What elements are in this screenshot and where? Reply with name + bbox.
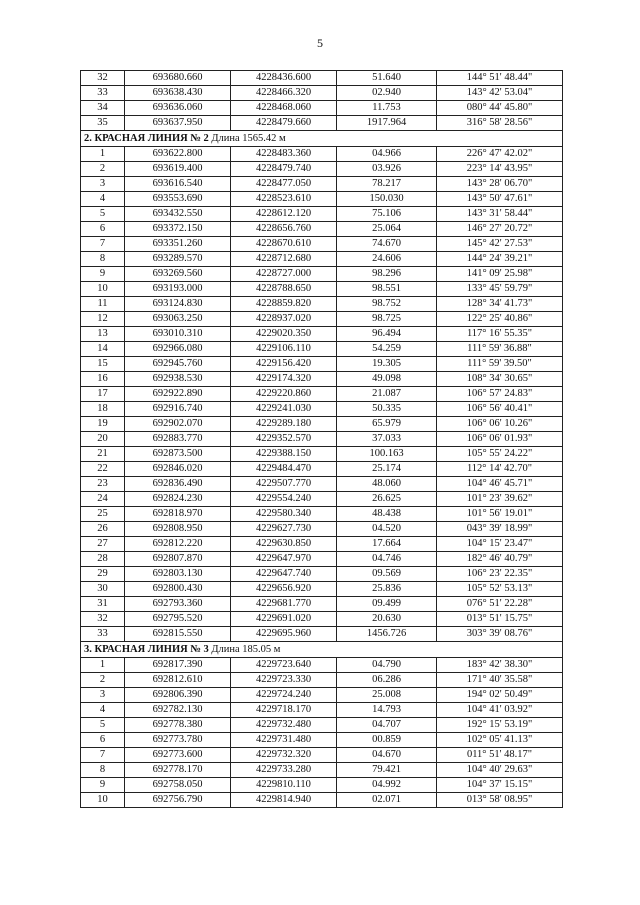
direction-angle-cell: 226° 47' 42.02" <box>437 147 563 162</box>
table-row <box>81 177 563 192</box>
x-coordinate-cell: 692966.080 <box>125 342 231 357</box>
y-coordinate-cell: 4229724.240 <box>231 688 337 703</box>
length-cell: 14.793 <box>337 703 437 718</box>
direction-angle-cell: 105° 55' 24.22" <box>437 447 563 462</box>
length-cell: 02.071 <box>337 793 437 808</box>
y-coordinate-cell: 4228468.060 <box>231 101 337 116</box>
y-coordinate-cell: 4229723.640 <box>231 658 337 673</box>
y-coordinate-cell: 4229289.180 <box>231 417 337 432</box>
point-number-cell: 7 <box>81 748 125 763</box>
section-header-cell <box>81 642 563 658</box>
x-coordinate-cell: 693063.250 <box>125 312 231 327</box>
table-row <box>81 793 563 808</box>
point-number-cell: 5 <box>81 718 125 733</box>
y-coordinate-cell: 4229732.480 <box>231 718 337 733</box>
length-cell: 48.438 <box>337 507 437 522</box>
x-coordinate-cell: 692782.130 <box>125 703 231 718</box>
length-cell: 03.926 <box>337 162 437 177</box>
direction-angle-cell: 111° 59' 39.50" <box>437 357 563 372</box>
length-cell: 17.664 <box>337 537 437 552</box>
x-coordinate-cell: 692773.600 <box>125 748 231 763</box>
length-cell: 04.670 <box>337 748 437 763</box>
point-number-cell: 6 <box>81 222 125 237</box>
length-cell: 65.979 <box>337 417 437 432</box>
direction-angle-cell: 104° 37' 15.15" <box>437 778 563 793</box>
point-number-cell: 4 <box>81 192 125 207</box>
x-coordinate-cell: 692808.950 <box>125 522 231 537</box>
table-row <box>81 763 563 778</box>
direction-angle-cell: 013° 51' 15.75" <box>437 612 563 627</box>
length-cell: 04.992 <box>337 778 437 793</box>
direction-angle-cell: 104° 46' 45.71" <box>437 477 563 492</box>
table-row <box>81 192 563 207</box>
length-cell: 150.030 <box>337 192 437 207</box>
table-row <box>81 86 563 101</box>
direction-angle-cell: 117° 16' 55.35" <box>437 327 563 342</box>
x-coordinate-cell: 692773.780 <box>125 733 231 748</box>
y-coordinate-cell: 4229020.350 <box>231 327 337 342</box>
direction-angle-cell: 102° 05' 41.13" <box>437 733 563 748</box>
length-cell: 78.217 <box>337 177 437 192</box>
coordinates-table-body <box>81 71 563 808</box>
length-cell: 21.087 <box>337 387 437 402</box>
y-coordinate-cell: 4228483.360 <box>231 147 337 162</box>
point-number-cell: 10 <box>81 282 125 297</box>
length-cell: 04.707 <box>337 718 437 733</box>
x-coordinate-cell: 693289.570 <box>125 252 231 267</box>
length-cell: 04.746 <box>337 552 437 567</box>
y-coordinate-cell: 4229814.940 <box>231 793 337 808</box>
x-coordinate-cell: 693351.260 <box>125 237 231 252</box>
y-coordinate-cell: 4229241.030 <box>231 402 337 417</box>
direction-angle-cell: 104° 15' 23.47" <box>437 537 563 552</box>
direction-angle-cell: 223° 14' 43.95" <box>437 162 563 177</box>
table-row <box>81 387 563 402</box>
y-coordinate-cell: 4229691.020 <box>231 612 337 627</box>
direction-angle-cell: 171° 40' 35.58" <box>437 673 563 688</box>
table-row <box>81 267 563 282</box>
y-coordinate-cell: 4229630.850 <box>231 537 337 552</box>
table-row <box>81 207 563 222</box>
point-number-cell: 4 <box>81 703 125 718</box>
y-coordinate-cell: 4229681.770 <box>231 597 337 612</box>
page-number: 5 <box>317 36 323 50</box>
length-cell: 79.421 <box>337 763 437 778</box>
table-row <box>81 703 563 718</box>
direction-angle-cell: 101° 23' 39.62" <box>437 492 563 507</box>
table-row <box>81 748 563 763</box>
table-row <box>81 673 563 688</box>
direction-angle-cell: 143° 50' 47.61" <box>437 192 563 207</box>
coordinates-table <box>80 70 563 808</box>
length-cell: 02.940 <box>337 86 437 101</box>
point-number-cell: 27 <box>81 537 125 552</box>
direction-angle-cell: 013° 58' 08.95" <box>437 793 563 808</box>
point-number-cell: 10 <box>81 793 125 808</box>
length-cell: 25.836 <box>337 582 437 597</box>
table-row <box>81 778 563 793</box>
x-coordinate-cell: 692873.500 <box>125 447 231 462</box>
x-coordinate-cell: 692817.390 <box>125 658 231 673</box>
x-coordinate-cell: 692815.550 <box>125 627 231 642</box>
point-number-cell: 1 <box>81 658 125 673</box>
length-cell: 26.625 <box>337 492 437 507</box>
direction-angle-cell: 108° 34' 30.65" <box>437 372 563 387</box>
section-header-cell <box>81 131 563 147</box>
length-cell: 04.966 <box>337 147 437 162</box>
y-coordinate-cell: 4229156.420 <box>231 357 337 372</box>
section-title: 3. КРАСНАЯ ЛИНИЯ № 3 <box>84 644 209 655</box>
y-coordinate-cell: 4228523.610 <box>231 192 337 207</box>
length-cell: 04.790 <box>337 658 437 673</box>
length-cell: 11.753 <box>337 101 437 116</box>
y-coordinate-cell: 4229733.280 <box>231 763 337 778</box>
point-number-cell: 8 <box>81 252 125 267</box>
y-coordinate-cell: 4228479.660 <box>231 116 337 131</box>
table-row <box>81 71 563 86</box>
point-number-cell: 16 <box>81 372 125 387</box>
direction-angle-cell: 106° 57' 24.83" <box>437 387 563 402</box>
point-number-cell: 26 <box>81 522 125 537</box>
x-coordinate-cell: 693553.690 <box>125 192 231 207</box>
direction-angle-cell: 303° 39' 08.76" <box>437 627 563 642</box>
y-coordinate-cell: 4228712.680 <box>231 252 337 267</box>
x-coordinate-cell: 692778.380 <box>125 718 231 733</box>
direction-angle-cell: 133° 45' 59.79" <box>437 282 563 297</box>
length-cell: 98.725 <box>337 312 437 327</box>
length-cell: 75.106 <box>337 207 437 222</box>
direction-angle-cell: 104° 40' 29.63" <box>437 763 563 778</box>
direction-angle-cell: 144° 51' 48.44" <box>437 71 563 86</box>
length-cell: 09.569 <box>337 567 437 582</box>
x-coordinate-cell: 693372.150 <box>125 222 231 237</box>
direction-angle-cell: 111° 59' 36.88" <box>437 342 563 357</box>
table-row <box>81 101 563 116</box>
direction-angle-cell: 101° 56' 19.01" <box>437 507 563 522</box>
length-cell: 51.640 <box>337 71 437 86</box>
length-cell: 100.163 <box>337 447 437 462</box>
y-coordinate-cell: 4229647.970 <box>231 552 337 567</box>
point-number-cell: 1 <box>81 147 125 162</box>
x-coordinate-cell: 693619.400 <box>125 162 231 177</box>
length-cell: 24.606 <box>337 252 437 267</box>
table-row <box>81 357 563 372</box>
length-cell: 49.098 <box>337 372 437 387</box>
direction-angle-cell: 076° 51' 22.28" <box>437 597 563 612</box>
direction-angle-cell: 145° 42' 27.53" <box>437 237 563 252</box>
x-coordinate-cell: 693269.560 <box>125 267 231 282</box>
y-coordinate-cell: 4229352.570 <box>231 432 337 447</box>
length-cell: 25.008 <box>337 688 437 703</box>
y-coordinate-cell: 4228436.600 <box>231 71 337 86</box>
length-cell: 98.551 <box>337 282 437 297</box>
direction-angle-cell: 316° 58' 28.56" <box>437 116 563 131</box>
point-number-cell: 9 <box>81 778 125 793</box>
table-row <box>81 582 563 597</box>
y-coordinate-cell: 4229810.110 <box>231 778 337 793</box>
length-cell: 20.630 <box>337 612 437 627</box>
table-row <box>81 567 563 582</box>
y-coordinate-cell: 4229106.110 <box>231 342 337 357</box>
table-row <box>81 492 563 507</box>
table-row <box>81 327 563 342</box>
length-cell: 1917.964 <box>337 116 437 131</box>
point-number-cell: 12 <box>81 312 125 327</box>
point-number-cell: 17 <box>81 387 125 402</box>
point-number-cell: 8 <box>81 763 125 778</box>
x-coordinate-cell: 692800.430 <box>125 582 231 597</box>
length-cell: 09.499 <box>337 597 437 612</box>
y-coordinate-cell: 4228937.020 <box>231 312 337 327</box>
x-coordinate-cell: 693010.310 <box>125 327 231 342</box>
direction-angle-cell: 112° 14' 42.70" <box>437 462 563 477</box>
table-row <box>81 507 563 522</box>
length-cell: 1456.726 <box>337 627 437 642</box>
length-cell: 48.060 <box>337 477 437 492</box>
x-coordinate-cell: 692902.070 <box>125 417 231 432</box>
direction-angle-cell: 106° 56' 40.41" <box>437 402 563 417</box>
x-coordinate-cell: 692916.740 <box>125 402 231 417</box>
point-number-cell: 33 <box>81 627 125 642</box>
x-coordinate-cell: 692922.890 <box>125 387 231 402</box>
point-number-cell: 2 <box>81 673 125 688</box>
table-row <box>81 597 563 612</box>
y-coordinate-cell: 4229174.320 <box>231 372 337 387</box>
point-number-cell: 35 <box>81 116 125 131</box>
table-row <box>81 282 563 297</box>
direction-angle-cell: 106° 06' 01.93" <box>437 432 563 447</box>
y-coordinate-cell: 4228656.760 <box>231 222 337 237</box>
y-coordinate-cell: 4229723.330 <box>231 673 337 688</box>
table-row <box>81 222 563 237</box>
table-row <box>81 417 563 432</box>
length-cell: 06.286 <box>337 673 437 688</box>
direction-angle-cell: 080° 44' 45.80" <box>437 101 563 116</box>
point-number-cell: 28 <box>81 552 125 567</box>
table-row <box>81 252 563 267</box>
x-coordinate-cell: 692812.220 <box>125 537 231 552</box>
direction-angle-cell: 122° 25' 40.86" <box>437 312 563 327</box>
direction-angle-cell: 128° 34' 41.73" <box>437 297 563 312</box>
table-row <box>81 162 563 177</box>
point-number-cell: 13 <box>81 327 125 342</box>
direction-angle-cell: 106° 06' 10.26" <box>437 417 563 432</box>
table-row <box>81 312 563 327</box>
table-row <box>81 237 563 252</box>
table-row <box>81 552 563 567</box>
direction-angle-cell: 104° 41' 03.92" <box>437 703 563 718</box>
length-cell: 98.752 <box>337 297 437 312</box>
point-number-cell: 31 <box>81 597 125 612</box>
table-row <box>81 627 563 642</box>
length-cell: 04.520 <box>337 522 437 537</box>
table-row <box>81 477 563 492</box>
x-coordinate-cell: 692793.360 <box>125 597 231 612</box>
section-length: Длина 1565.42 м <box>208 133 286 144</box>
point-number-cell: 3 <box>81 177 125 192</box>
point-number-cell: 29 <box>81 567 125 582</box>
x-coordinate-cell: 693124.830 <box>125 297 231 312</box>
point-number-cell: 19 <box>81 417 125 432</box>
x-coordinate-cell: 692803.130 <box>125 567 231 582</box>
y-coordinate-cell: 4229627.730 <box>231 522 337 537</box>
length-cell: 37.033 <box>337 432 437 447</box>
length-cell: 19.305 <box>337 357 437 372</box>
x-coordinate-cell: 692756.790 <box>125 793 231 808</box>
y-coordinate-cell: 4228859.820 <box>231 297 337 312</box>
point-number-cell: 21 <box>81 447 125 462</box>
length-cell: 54.259 <box>337 342 437 357</box>
direction-angle-cell: 183° 42' 38.30" <box>437 658 563 673</box>
table-row <box>81 432 563 447</box>
direction-angle-cell: 141° 09' 25.98" <box>437 267 563 282</box>
x-coordinate-cell: 692883.770 <box>125 432 231 447</box>
x-coordinate-cell: 692945.760 <box>125 357 231 372</box>
length-cell: 25.174 <box>337 462 437 477</box>
table-row <box>81 462 563 477</box>
point-number-cell: 5 <box>81 207 125 222</box>
x-coordinate-cell: 693432.550 <box>125 207 231 222</box>
y-coordinate-cell: 4229484.470 <box>231 462 337 477</box>
y-coordinate-cell: 4229656.920 <box>231 582 337 597</box>
y-coordinate-cell: 4228466.320 <box>231 86 337 101</box>
point-number-cell: 34 <box>81 101 125 116</box>
point-number-cell: 3 <box>81 688 125 703</box>
table-row <box>81 612 563 627</box>
x-coordinate-cell: 692836.490 <box>125 477 231 492</box>
section-header-row <box>81 131 563 147</box>
y-coordinate-cell: 4228612.120 <box>231 207 337 222</box>
table-row <box>81 372 563 387</box>
x-coordinate-cell: 692938.530 <box>125 372 231 387</box>
point-number-cell: 25 <box>81 507 125 522</box>
table-row <box>81 688 563 703</box>
y-coordinate-cell: 4229507.770 <box>231 477 337 492</box>
table-row <box>81 147 563 162</box>
y-coordinate-cell: 4229388.150 <box>231 447 337 462</box>
direction-angle-cell: 182° 46' 40.79" <box>437 552 563 567</box>
x-coordinate-cell: 692846.020 <box>125 462 231 477</box>
x-coordinate-cell: 692806.390 <box>125 688 231 703</box>
x-coordinate-cell: 693616.540 <box>125 177 231 192</box>
length-cell: 25.064 <box>337 222 437 237</box>
x-coordinate-cell: 693193.000 <box>125 282 231 297</box>
point-number-cell: 24 <box>81 492 125 507</box>
x-coordinate-cell: 693638.430 <box>125 86 231 101</box>
x-coordinate-cell: 692812.610 <box>125 673 231 688</box>
x-coordinate-cell: 692824.230 <box>125 492 231 507</box>
x-coordinate-cell: 693636.060 <box>125 101 231 116</box>
section-title: 2. КРАСНАЯ ЛИНИЯ № 2 <box>84 133 209 144</box>
direction-angle-cell: 106° 23' 22.35" <box>437 567 563 582</box>
direction-angle-cell: 105° 52' 53.13" <box>437 582 563 597</box>
direction-angle-cell: 011° 51' 48.17" <box>437 748 563 763</box>
x-coordinate-cell: 693637.950 <box>125 116 231 131</box>
point-number-cell: 20 <box>81 432 125 447</box>
direction-angle-cell: 043° 39' 18.99" <box>437 522 563 537</box>
point-number-cell: 14 <box>81 342 125 357</box>
direction-angle-cell: 143° 28' 06.70" <box>437 177 563 192</box>
length-cell: 00.859 <box>337 733 437 748</box>
table-row <box>81 116 563 131</box>
y-coordinate-cell: 4228670.610 <box>231 237 337 252</box>
x-coordinate-cell: 692818.970 <box>125 507 231 522</box>
length-cell: 98.296 <box>337 267 437 282</box>
point-number-cell: 6 <box>81 733 125 748</box>
point-number-cell: 7 <box>81 237 125 252</box>
direction-angle-cell: 143° 42' 53.04" <box>437 86 563 101</box>
length-cell: 96.494 <box>337 327 437 342</box>
point-number-cell: 33 <box>81 86 125 101</box>
point-number-cell: 2 <box>81 162 125 177</box>
table-row <box>81 658 563 673</box>
table-row <box>81 718 563 733</box>
y-coordinate-cell: 4229580.340 <box>231 507 337 522</box>
y-coordinate-cell: 4229220.860 <box>231 387 337 402</box>
y-coordinate-cell: 4228788.650 <box>231 282 337 297</box>
y-coordinate-cell: 4229647.740 <box>231 567 337 582</box>
table-row <box>81 522 563 537</box>
point-number-cell: 30 <box>81 582 125 597</box>
table-row <box>81 402 563 417</box>
y-coordinate-cell: 4229732.320 <box>231 748 337 763</box>
y-coordinate-cell: 4229695.960 <box>231 627 337 642</box>
x-coordinate-cell: 693680.660 <box>125 71 231 86</box>
point-number-cell: 9 <box>81 267 125 282</box>
y-coordinate-cell: 4229718.170 <box>231 703 337 718</box>
point-number-cell: 32 <box>81 71 125 86</box>
point-number-cell: 32 <box>81 612 125 627</box>
direction-angle-cell: 192° 15' 53.19" <box>437 718 563 733</box>
section-header-row <box>81 642 563 658</box>
point-number-cell: 15 <box>81 357 125 372</box>
table-row <box>81 537 563 552</box>
direction-angle-cell: 144° 24' 39.21" <box>437 252 563 267</box>
point-number-cell: 23 <box>81 477 125 492</box>
point-number-cell: 11 <box>81 297 125 312</box>
table-row <box>81 733 563 748</box>
length-cell: 50.335 <box>337 402 437 417</box>
y-coordinate-cell: 4229554.240 <box>231 492 337 507</box>
x-coordinate-cell: 692758.050 <box>125 778 231 793</box>
y-coordinate-cell: 4228727.000 <box>231 267 337 282</box>
direction-angle-cell: 194° 02' 50.49" <box>437 688 563 703</box>
y-coordinate-cell: 4228479.740 <box>231 162 337 177</box>
table-row <box>81 342 563 357</box>
table-row <box>81 297 563 312</box>
section-length: Длина 185.05 м <box>208 644 281 655</box>
direction-angle-cell: 146° 27' 20.72" <box>437 222 563 237</box>
point-number-cell: 22 <box>81 462 125 477</box>
point-number-cell: 18 <box>81 402 125 417</box>
y-coordinate-cell: 4229731.480 <box>231 733 337 748</box>
direction-angle-cell: 143° 31' 58.44" <box>437 207 563 222</box>
x-coordinate-cell: 692795.520 <box>125 612 231 627</box>
y-coordinate-cell: 4228477.050 <box>231 177 337 192</box>
length-cell: 74.670 <box>337 237 437 252</box>
x-coordinate-cell: 693622.800 <box>125 147 231 162</box>
x-coordinate-cell: 692778.170 <box>125 763 231 778</box>
table-row <box>81 447 563 462</box>
x-coordinate-cell: 692807.870 <box>125 552 231 567</box>
